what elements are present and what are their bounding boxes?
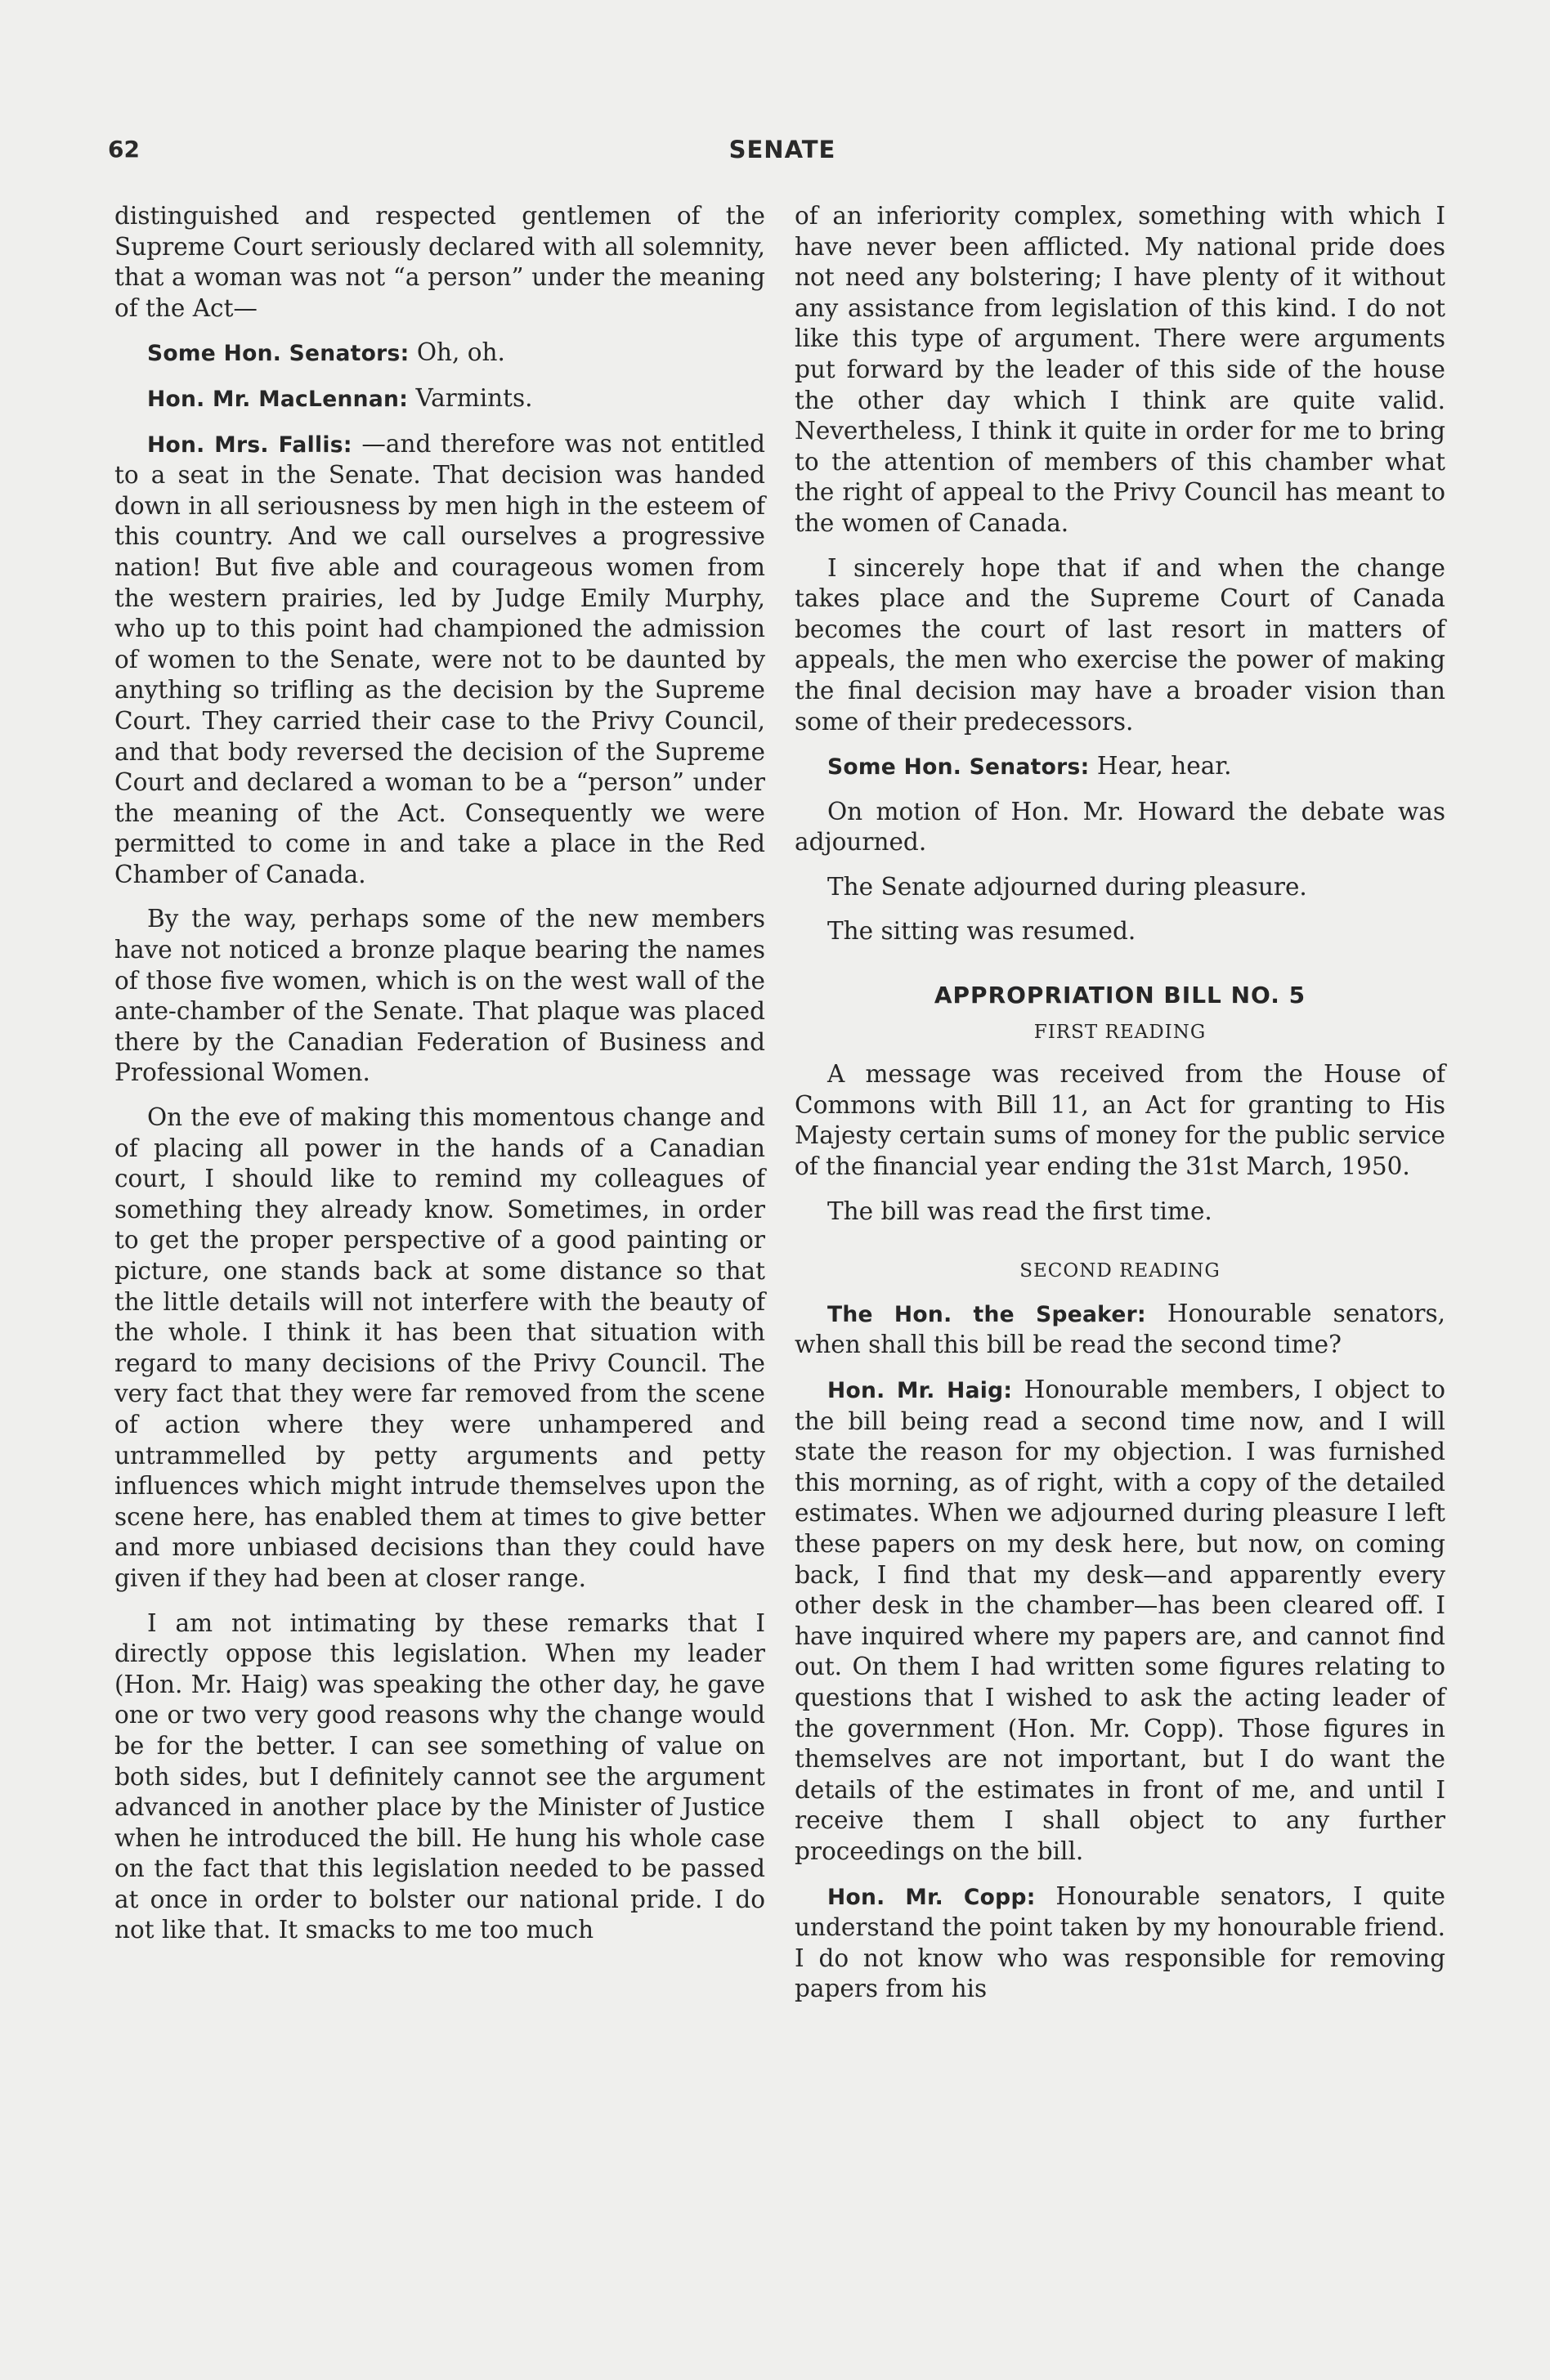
- paragraph: The Senate adjourned during pleasure.: [827, 872, 1307, 901]
- subhead-second-reading: SECOND READING: [1019, 1260, 1221, 1282]
- paragraph: The sitting was resumed.: [827, 917, 1136, 946]
- speech-text: Oh, oh.: [409, 338, 505, 367]
- paragraph: of an inferiority complex, something with which I have never been afflicted. My national pride does not need any bolstering; I have plenty of it without any assistance from legislation of this kind. I do not like this type of argument. There were arguments put forward by the leader of this side of the house the other day which I think are quite valid. Nevertheless, I think it quite in order for me to bring to the attention of members of this chamber what the right of appeal to the Privy Council has meant to the women of Canada.: [795, 202, 1445, 537]
- speaker-label: Some Hon. Senators:: [827, 754, 1090, 781]
- speaker-label: The Hon. the Speaker:: [827, 1301, 1146, 1327]
- speech-text: Honourable senators, when shall this bill be read the second time?: [795, 1299, 1445, 1359]
- paragraph: On the eve of making this momentous change and of placing all power in the hands of a Canadian court, I should like to remind my colleagues of something they already know. Sometimes, in order to get the proper perspective of a good painting or picture, one stands back at some distance so that the little details will not interfere with the beauty of the whole. I think it has been that situation with regard to many decisions of the Privy Council. The very fact that they were far removed from the scene of action where they were unhampered and untrammelled by petty arguments and petty influences which might intrude themselves upon the scene here, has enabled them at times to give better and more unbiased decisions than they could have given if they had been at closer range.: [114, 1103, 765, 1592]
- left-column: [114, 201, 765, 1960]
- paragraph: By the way, perhaps some of the new members have not noticed a bronze plaque bearing the names of those five women, which is on the west wall of the ante-chamber of the Senate. That plaque was placed there by the Canadian Federation of Business and Professional Women.: [114, 905, 765, 1087]
- speaker-label: Hon. Mr. MacLennan:: [147, 386, 409, 412]
- page-header: [108, 136, 1457, 172]
- speech-paragraph: [795, 1881, 1445, 2005]
- speaker-label: Hon. Mrs. Fallis:: [147, 432, 352, 458]
- right-column: [795, 201, 1445, 2019]
- speech-paragraph: [114, 429, 765, 891]
- speech-paragraph: [795, 751, 1445, 783]
- running-head: SENATE: [728, 136, 836, 163]
- speech-text: Honourable members, I object to the bill being read a second time now, and I will state the reason for my objection. I was furnished this morning, as of right, with a copy of the detailed estimates. When we adjourned during pleasure I left these papers on my desk here, but now, on coming back, I find that my desk—and apparently every other desk in the chamber—has been cleared off. I have inquired where my papers are, and cannot find out. On them I had written some figures relating to questions that I wished to ask the acting leader of the government (Hon. Mr. Copp). Those figures in themselves are not important, but I do want the details of the estimates in front of me, and until I receive them I shall object to any further proceedings on the bill.: [795, 1376, 1445, 1865]
- speech-text: Hear, hear.: [1089, 752, 1232, 781]
- paragraph: On motion of Hon. Mr. Howard the debate was adjourned.: [795, 797, 1445, 857]
- speech-paragraph: [795, 1299, 1445, 1361]
- speaker-label: Hon. Mr. Haig:: [827, 1378, 1013, 1403]
- subhead-first-reading: FIRST READING: [1033, 1021, 1207, 1043]
- speech-text: Varmints.: [408, 383, 533, 412]
- paragraph: I am not intimating by these remarks that I directly oppose this legislation. When my leader (Hon. Mr. Haig) was speaking the other day, he gave one or two very good reasons why the change would be for the better. I can see something of value on both sides, but I definitely cannot see the argument advanced in another place by the Minister of Justice when he introduced the bill. He hung his whole case on the fact that this legislation needed to be passed at once in order to bolster our national pride. I do not like that. It smacks to me too much: [114, 1608, 765, 1944]
- speech-text: —and therefore was not entitled to a seat in the Senate. That decision was handed down in all seriousness by men high in the esteem of this country. And we call ourselves a progressive nation! But five able and courageous women from the western prairies, led by Judge Emily Murphy, who up to this point had championed the admission of women to the Senate, were not to be daunted by anything so trifling as the decision by the Supreme Court. They carried their case to the Privy Council, and that body reversed the decision of the Supreme Court and declared a woman to be a “person” under the meaning of the Act. Consequently we were permitted to come in and take a place in the Red Chamber of Canada.: [114, 429, 765, 888]
- speech-paragraph: [114, 338, 765, 369]
- speech-paragraph: [795, 1375, 1445, 1868]
- paragraph: The bill was read the first time.: [827, 1197, 1212, 1225]
- speaker-label: Some Hon. Senators:: [147, 341, 410, 367]
- paragraph: A message was received from the House of Commons with Bill 11, an Act for granting to His Majesty certain sums of money for the public service of the financial year ending the 31st March, 1950.: [795, 1060, 1445, 1181]
- speech-text: Honourable senators, I quite understand the point taken by my honourable friend. I do not know who was responsible for removing papers from his: [795, 1881, 1446, 2003]
- page-number: 62: [108, 136, 140, 163]
- paragraph: distinguished and respected gentlemen of the Supreme Court seriously declared with all solemnity, that a woman was not “a person” under the meaning of the Act—: [114, 202, 765, 322]
- speaker-label: Hon. Mr. Copp:: [827, 1884, 1036, 1910]
- section-title: APPROPRIATION BILL NO. 5: [934, 982, 1306, 1009]
- speech-paragraph: [114, 383, 765, 415]
- paragraph: I sincerely hope that if and when the change takes place and the Supreme Court of Canada becomes the court of last resort in matters of appeals, the men who exercise the power of making the final decision may have a broader vision than some of their predecessors.: [795, 553, 1445, 736]
